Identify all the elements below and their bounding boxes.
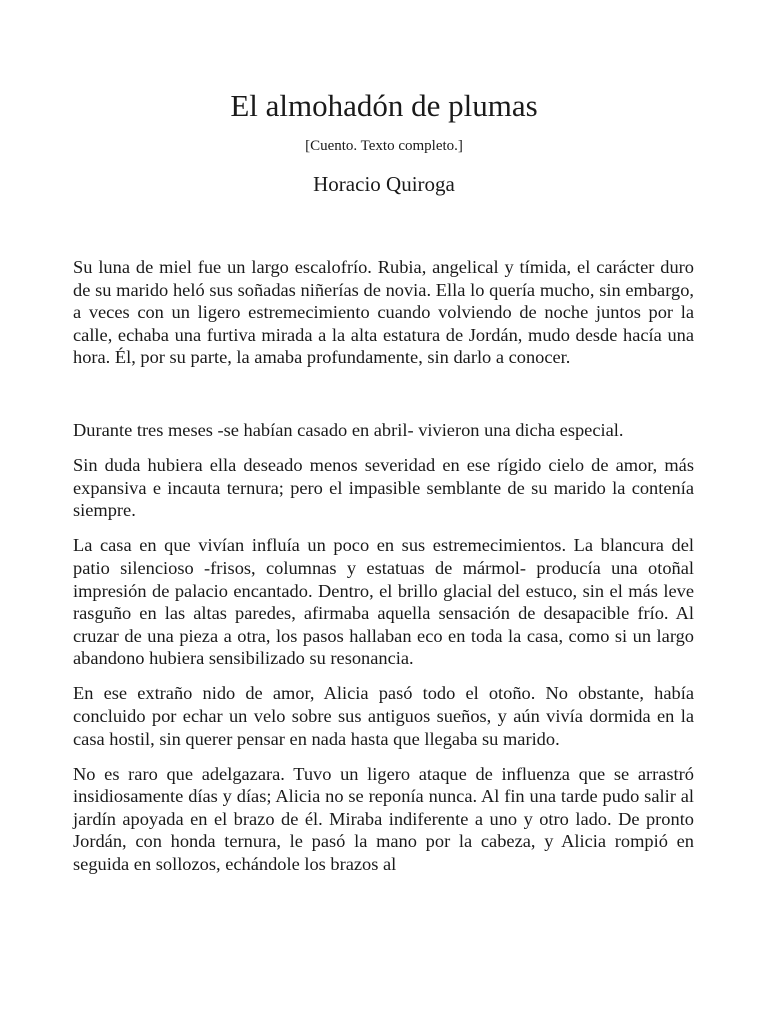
author-name: Horacio Quiroga: [313, 172, 455, 196]
paragraph: Durante tres meses -se habían casado en abril- vivieron una dicha especial.: [73, 419, 624, 440]
paragraph: En ese extraño nido de amor, Alicia pasó todo el otoño. No obstante, había concluido por echar un velo sobre sus antiguos sueños, y aún vivía dormida en la casa hostil, sin querer pensar en nada hasta que llegaba su marido.: [73, 683, 694, 749]
paragraph: No es raro que adelgazara. Tuvo un ligero ataque de influenza que se arrastró insidiosamente días y días; Alicia no se reponía nunca. Al fin una tarde pudo salir al jardín apoyada en el brazo de él. Miraba indiferente a uno y otro lado. De pronto Jordán, con honda ternura, le pasó la mano por la cabeza, y Alicia rompió en seguida en sollozos, echándole los brazos al: [73, 763, 694, 875]
page-title: El almohadón de plumas: [230, 88, 538, 123]
story-body: [73, 256, 694, 888]
paragraph: La casa en que vivían influía un poco en sus estremecimientos. La blancura del patio silencioso -frisos, columnas y estatuas de mármol- producía una otoñal impresión de palacio encantado. Dentro, el brillo glacial del estuco, sin el más leve rasguño en las altas paredes, afirmaba aquella sensación de desapacible frío. Al cruzar de una pieza a otra, los pasos hallaban eco en toda la casa, como si un largo abandono hubiera sensibilizado su resonancia.: [73, 535, 694, 669]
paragraph: Su luna de miel fue un largo escalofrío. Rubia, angelical y tímida, el carácter duro de su marido heló sus soñadas niñerías de novia. Ella lo quería mucho, sin embargo, a veces con un ligero estremecimiento cuando volviendo de noche juntos por la calle, echaba una furtiva mirada a la alta estatura de Jordán, mudo desde hacía una hora. Él, por su parte, la amaba profundamente, sin darlo a conocer.: [73, 257, 694, 368]
page-subtitle: [Cuento. Texto completo.]: [305, 138, 463, 154]
paragraph: Sin duda hubiera ella deseado menos severidad en ese rígido cielo de amor, más expansiva e incauta ternura; pero el impasible semblante de su marido la contenía siempre.: [73, 455, 694, 521]
